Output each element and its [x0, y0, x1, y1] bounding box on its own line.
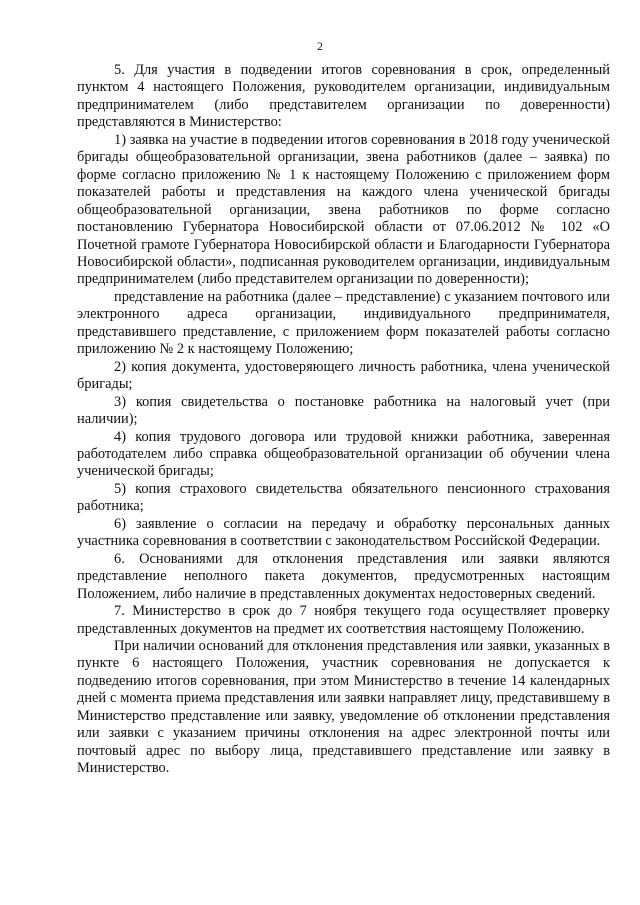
paragraph-subitem-2: 2) копия документа, удостоверяющего личность работника, члена ученической бригады; [77, 358, 610, 393]
paragraph-rejection-notice: При наличии оснований для отклонения представления или заявки, указанных в пункте 6 настоящего Положения, участник соревнования не допускается к подведению итогов соревнования, при этом Министерство в течение 14 календарных дней с момента приема представления или заявки направляет лицу, представившему в Министерство представление или заявку, уведомление об отклонении представления или заявки с указанием причины отклонения на адрес электронной почты или почтовый адрес по выбору лица, представившего представление или заявку в Министерство. [77, 637, 610, 777]
paragraph-subitem-5: 5) копия страхового свидетельства обязательного пенсионного страхования работника; [77, 480, 610, 515]
paragraph-subitem-6: 6) заявление о согласии на передачу и обработку персональных данных участника соревнования в соответствии с законодательством Российской Федерации. [77, 515, 610, 550]
paragraph-subitem-4: 4) копия трудового договора или трудовой книжки работника, заверенная работодателем либо справка общеобразовательной организации об обучении члена ученической бригады; [77, 428, 610, 480]
paragraph-subitem-3: 3) копия свидетельства о постановке работника на налоговый учет (при наличии); [77, 393, 610, 428]
paragraph-item-5: 5. Для участия в подведении итогов соревнования в срок, определенный пунктом 4 настоящего Положения, руководителем организации, индивидуальным предпринимателем (либо представителем организации по доверенности) представляются в Министерство: [77, 62, 610, 131]
document-body [77, 62, 610, 778]
paragraph-item-6: 6. Основаниями для отклонения представления или заявки являются представление неполного пакета документов, предусмотренных настоящим Положением, либо наличие в представленных документах недостоверных сведений. [77, 550, 610, 602]
paragraph-item-7: 7. Министерство в срок до 7 ноября текущего года осуществляет проверку представленных документов на предмет их соответствия настоящему Положению. [77, 603, 610, 637]
paragraph-subitem-1: 1) заявка на участие в подведении итогов соревнования в 2018 году ученической бригады общеобразовательной организации, звена работников (далее – заявка) по форме согласно приложению № 1 к настоящему Положению с приложением форм показателей работы и представления на каждого члена ученической бригады общеобразовательной организации, звена работников по форме согласно постановлению Губернатора Новосибирской области от 07.06.2012 № 102 «О Почетной грамоте Губернатора Новосибирской области и Благодарности Губернатора Новосибирской области», подписанная руководителем организации, индивидуальным предпринимателем (либо представителем организации по доверенности); [77, 131, 610, 288]
page-number: 2 [317, 39, 323, 53]
paragraph-representation: представление на работника (далее – представление) с указанием почтового или электронного адреса организации, индивидуального предпринимателя, представившего представление, с приложением форм показателей работы согласно приложению № 2 к настоящему Положению; [77, 288, 610, 358]
